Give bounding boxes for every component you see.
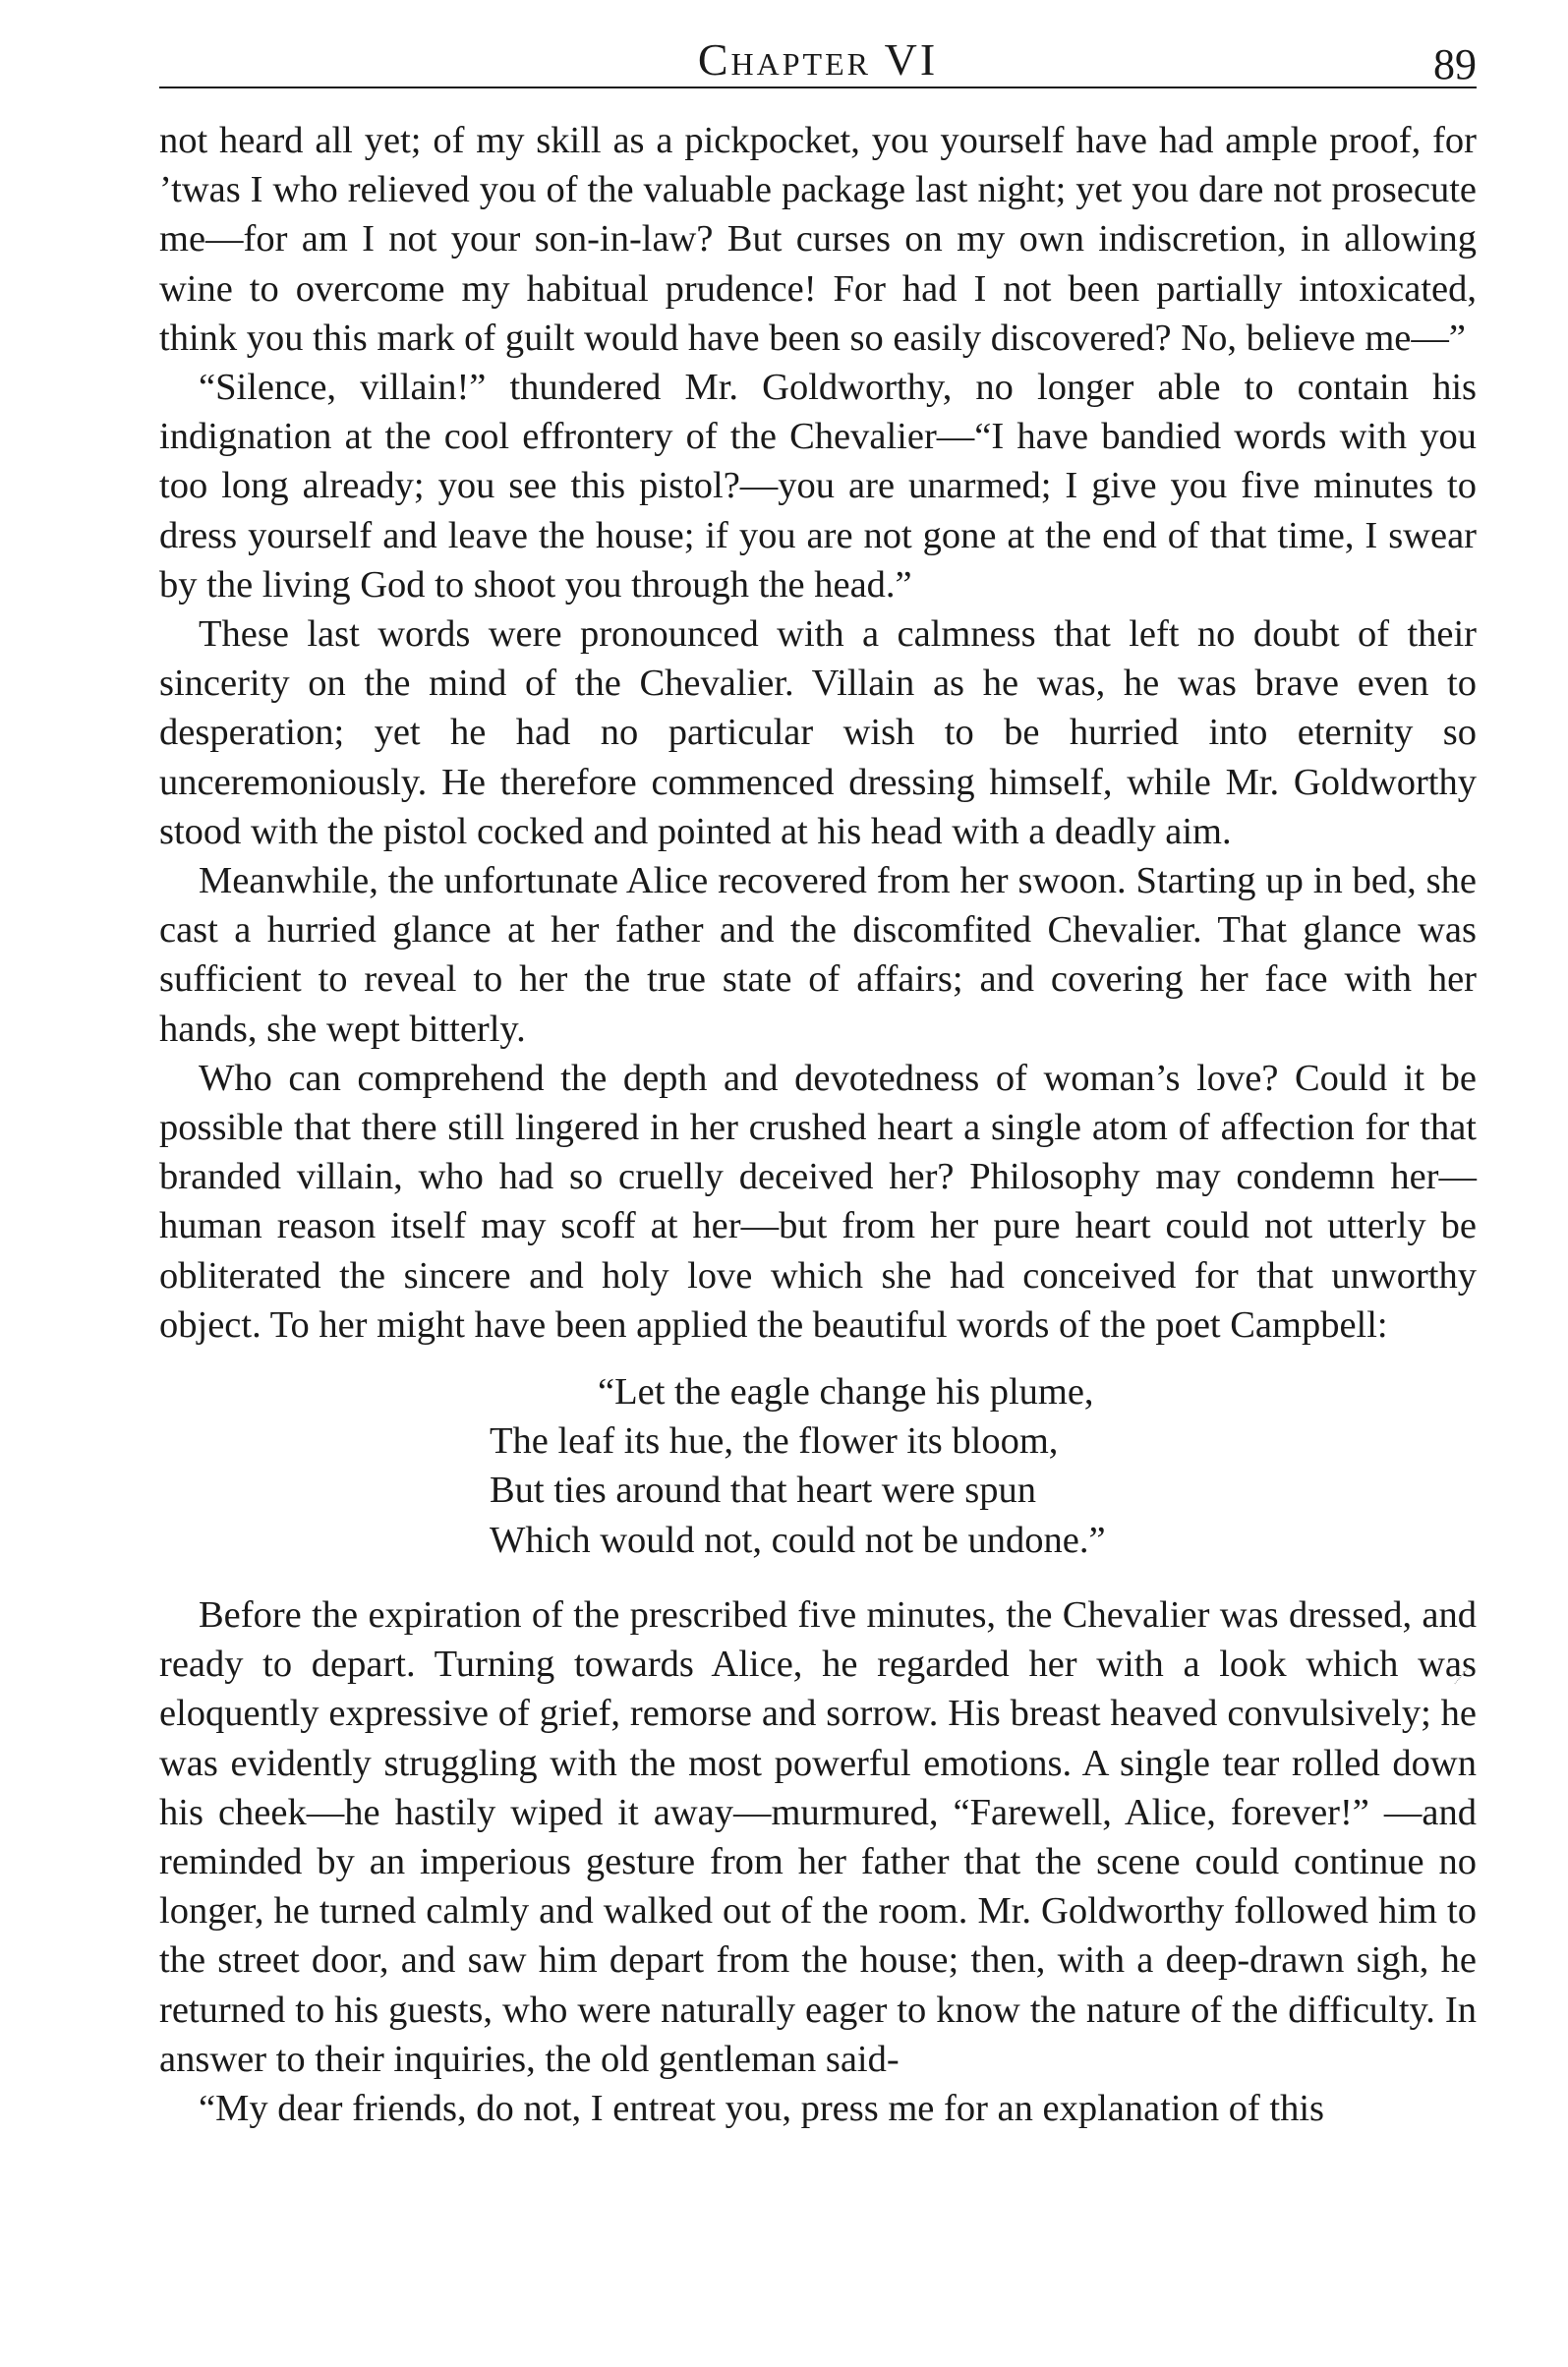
poem-line: The leaf its hue, the flower its bloom,: [490, 1420, 1059, 1463]
paragraph: not heard all yet; of my skill as a pickpocket, you yourself have had ample proof, for ’twas I who relieved you of the valuable package last night; yet you dare not prosecute me—for am I not your son-in-law? But curses on my own indiscretion, in allowing wine to overcome my habitual prudence! For had I not been partially intoxicated, think you this mark of guilt would have been so easily discovered? No, believe me—”: [159, 120, 1477, 359]
poem-quote: [159, 1367, 1477, 1565]
paragraph: Meanwhile, the unfortunate Alice recovered from her swoon. Starting up in bed, she cast a hurried glance at her father and the discomfited Chevalier. That glance was sufficient to reveal to her the true state of affairs; and covering her face with her hands, she wept bitterly.: [159, 860, 1477, 1050]
paragraph: These last words were pronounced with a calmness that left no doubt of their sincerity on the mind of the Chevalier. Villain as he was, he was brave even to desperation; yet he had no particular wish to be hurried into eternity so unceremoniously. He therefore commenced dressing himself, while Mr. Goldworthy stood with the pistol cocked and pointed at his head with a deadly aim.: [159, 613, 1477, 852]
body-text: [159, 116, 1477, 2133]
header-rule: [159, 87, 1477, 88]
poem-line: But ties around that heart were spun: [490, 1470, 1036, 1512]
poem-line: “Let the eagle change his plume,: [598, 1371, 1094, 1414]
poem-line: Which would not, could not be undone.”: [490, 1519, 1106, 1561]
running-header: [159, 28, 1477, 88]
paragraph: Who can comprehend the depth and devotedness of woman’s love? Could it be possible that there still lingered in her crushed heart a single atom of affection for that branded villain, who had so cruelly deceived her? Philosophy may condemn her—human reason itself may scoff at her—but from her pure heart could not utterly be obliterated the sincere and holy love which she had conceived for that unworthy object. To her might have been applied the beautiful words of the poet Campbell:: [159, 1057, 1477, 1346]
paragraph: Before the expiration of the prescribed five minutes, the Chevalier was dressed, and ready to depart. Turning towards Alice, he regarded her with a look which was eloquently expressive of grief, remorse and sorrow. His breast heaved convulsively; he was evidently struggling with the most powerful emotions. A single tear rolled down his cheek—he hastily wiped it away—murmured, “Farewell, Alice, forever!” —and reminded by an imperious gesture from her father that the scene could continue no longer, he turned calmly and walked out of the room. Mr. Goldworthy followed him to the street door, and saw him depart from the house; then, with a deep-drawn sigh, he returned to his guests, who were naturally eager to know the nature of the difficulty. In answer to their inquiries, the old gentleman said-: [159, 1593, 1477, 2080]
page-number: 89: [1433, 40, 1477, 88]
chapter-title: Chapter VI: [697, 34, 939, 85]
paragraph: “My dear friends, do not, I entreat you, press me for an explanation of this: [199, 2087, 1325, 2129]
paragraph: “Silence, villain!” thundered Mr. Goldworthy, no longer able to contain his indignation at the cool effrontery of the Chevalier—“I have bandied words with you too long already; you see this pistol?—you are unarmed; I give you five minutes to dress yourself and leave the house; if you are not gone at the end of that time, I swear by the living God to shoot you through the head.”: [159, 367, 1477, 606]
